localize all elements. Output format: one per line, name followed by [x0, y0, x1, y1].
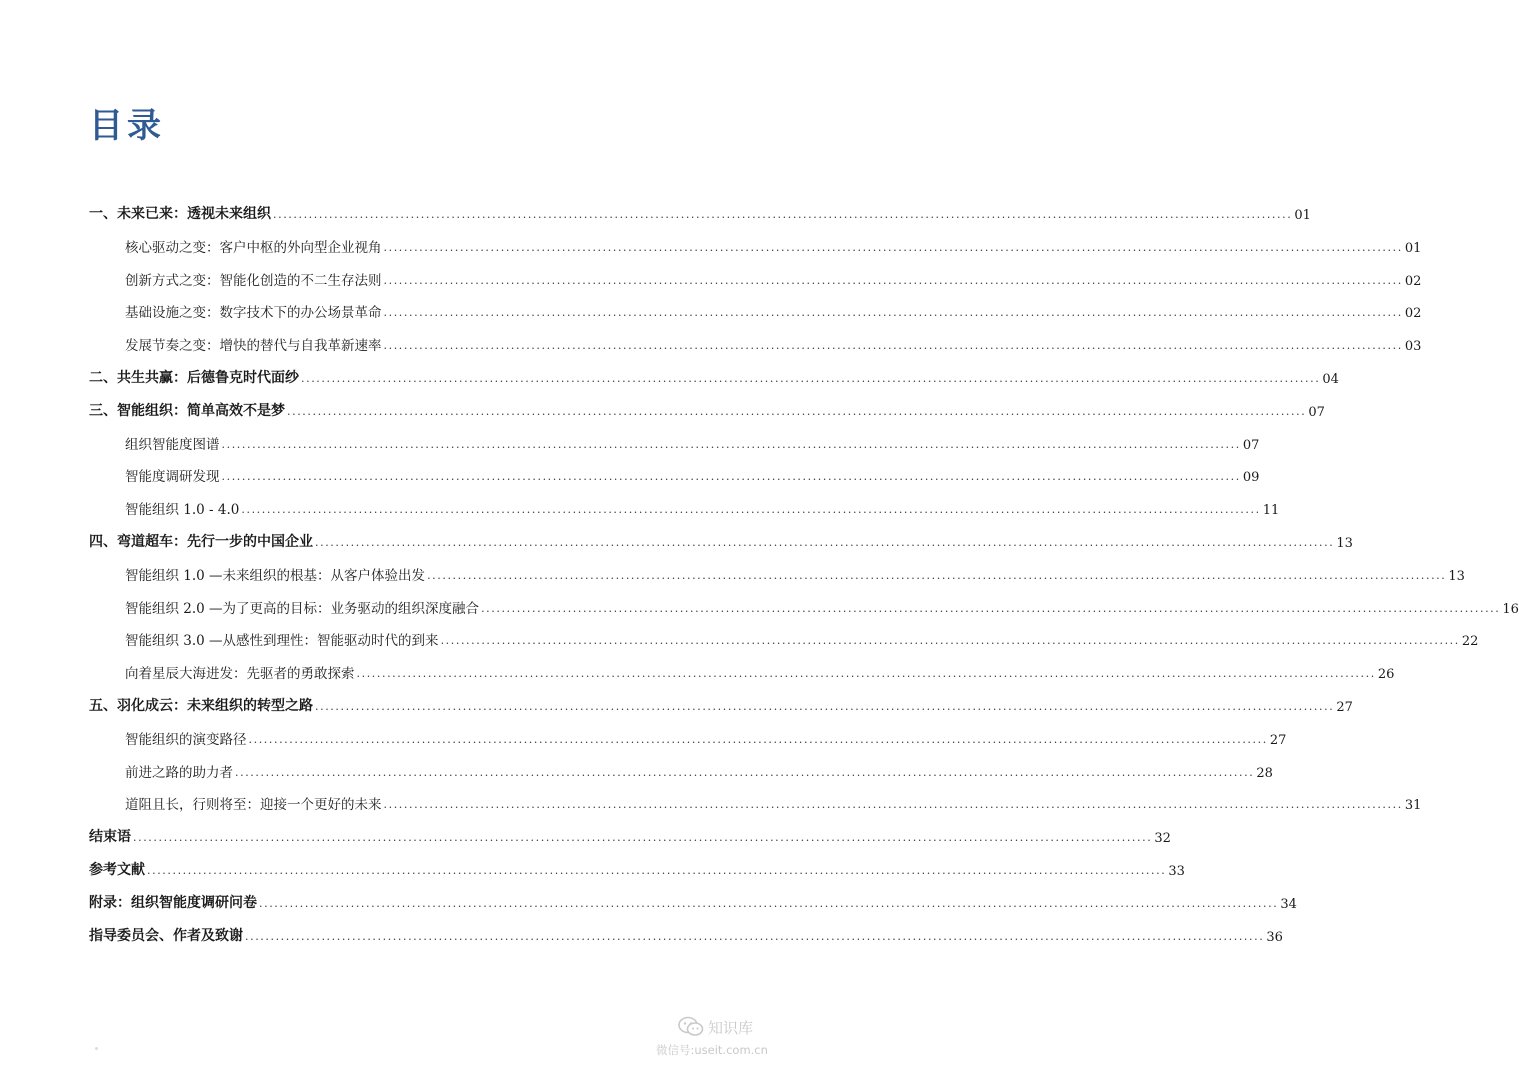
- toc-entry[interactable]: [125, 726, 1287, 748]
- toc-entry-title: 五、羽化成云：未来组织的转型之路: [89, 698, 313, 714]
- toc-entry-page: 02: [1404, 273, 1422, 289]
- toc-entry-page: 16: [1502, 601, 1519, 617]
- toc-entry-title: 智能组织的演变路径: [125, 731, 247, 748]
- toc-entry[interactable]: [89, 398, 1325, 420]
- toc-entry-page: 07: [1242, 437, 1260, 453]
- toc-entry-title: 智能组织 1.0 - 4.0: [125, 502, 240, 519]
- toc-entry-page: 11: [1262, 503, 1280, 519]
- toc-entry-page: 13: [1448, 568, 1465, 584]
- toc-entry-title: 二、共生共赢：后德鲁克时代面纱: [89, 370, 299, 386]
- toc-entry[interactable]: [89, 693, 1353, 715]
- dot-leader: ........................................................................................................................................................................................................: [383, 339, 1403, 353]
- toc-entry[interactable]: [125, 595, 1519, 617]
- toc-entry-title: 指导委员会、作者及致谢: [89, 927, 243, 944]
- toc-entry-title: 核心驱动之变：客户中枢的外向型企业视角: [125, 239, 382, 256]
- toc-entry-page: 04: [1322, 372, 1339, 387]
- toc-entry-title: 创新方式之变：智能化创造的不二生存法则: [125, 272, 382, 289]
- toc-entry-title: 基础设施之变：数字技术下的办公场景革命: [125, 305, 382, 322]
- dot-leader: ........................................................................................................................................................................................................: [241, 503, 1261, 517]
- dot-leader: ........................................................................................................................................................................................................: [440, 634, 1460, 648]
- dot-leader: ........................................................................................................................................................................................................: [259, 896, 1279, 910]
- toc-entry-page: 27: [1336, 700, 1353, 715]
- toc-entry[interactable]: [89, 923, 1283, 945]
- toc-entry[interactable]: [125, 562, 1465, 584]
- toc-entry-title: 四、弯道超车：先行一步的中国企业: [89, 534, 313, 550]
- toc-entry-page: 32: [1154, 831, 1171, 847]
- toc-entry-page: 13: [1336, 536, 1353, 551]
- toc-entry[interactable]: [125, 660, 1395, 683]
- page-title: 目录: [89, 106, 165, 146]
- toc-entry-page: 09: [1242, 470, 1260, 486]
- toc-entry[interactable]: [125, 299, 1422, 322]
- toc-entry[interactable]: [89, 201, 1311, 223]
- dot-leader: ........................................................................................................................................................................................................: [383, 273, 1403, 287]
- toc-entry[interactable]: [125, 234, 1422, 256]
- toc-entry-page: 34: [1280, 896, 1297, 912]
- dot-leader: ........................................................................................................................................................................................................: [315, 536, 1335, 549]
- watermark-account: 微信号:useit.com.cn: [656, 1043, 768, 1057]
- dot-leader: ........................................................................................................................................................................................................: [235, 765, 1255, 779]
- toc-entry-title: 附录：组织智能度调研问卷: [89, 894, 257, 911]
- dot-leader: ........................................................................................................................................................................................................: [221, 437, 1241, 451]
- toc-entry-page: 03: [1404, 339, 1422, 355]
- toc-entry[interactable]: [125, 431, 1260, 453]
- toc-entry-page: 27: [1269, 732, 1287, 748]
- toc-entry-title: 三、智能组织：简单高效不是梦: [89, 402, 285, 419]
- toc-entry-title: 向着星辰大海进发：先驱者的勇敢探索: [125, 666, 355, 683]
- toc-entry-title: 智能组织 1.0 —未来组织的根基：从客户体验出发: [125, 567, 426, 584]
- toc-entry-page: 26: [1377, 667, 1395, 683]
- dot-leader: ........................................................................................................................................................................................................: [273, 208, 1293, 221]
- dot-leader: ........................................................................................................................................................................................................: [147, 864, 1167, 877]
- toc-entry[interactable]: [125, 332, 1422, 355]
- dot-leader: ........................................................................................................................................................................................................: [427, 568, 1447, 582]
- dot-leader: ........................................................................................................................................................................................................: [245, 929, 1265, 943]
- toc-entry[interactable]: [125, 267, 1422, 289]
- toc-entry-title: 发展节奏之变：增快的替代与自我革新速率: [125, 338, 382, 355]
- toc-entry[interactable]: [125, 627, 1479, 650]
- toc-entry[interactable]: [125, 463, 1260, 486]
- toc-entry-title: 智能组织 3.0 —从感性到理性：智能驱动时代的到来: [125, 633, 439, 650]
- dot-leader: ........................................................................................................................................................................................................: [383, 306, 1403, 320]
- dot-leader: ........................................................................................................................................................................................................: [356, 667, 1376, 681]
- watermark-name: 知识库: [708, 1019, 754, 1037]
- dot-leader: ........................................................................................................................................................................................................: [287, 404, 1307, 418]
- toc-entry-page: 02: [1404, 306, 1422, 322]
- dot-leader: ........................................................................................................................................................................................................: [133, 831, 1153, 845]
- toc-entry[interactable]: [125, 791, 1422, 814]
- toc-entry-page: 28: [1256, 765, 1273, 781]
- dot-leader: ........................................................................................................................................................................................................: [383, 240, 1403, 254]
- toc-entry-title: 道阻且长，行则将至：迎接一个更好的未来: [125, 797, 382, 814]
- toc-entry[interactable]: [89, 365, 1339, 387]
- toc-entry[interactable]: [125, 496, 1280, 519]
- toc-entry-page: 22: [1461, 634, 1479, 650]
- toc-entry[interactable]: [89, 824, 1171, 847]
- wechat-icon: [678, 1016, 704, 1042]
- toc-entry-page: 01: [1294, 208, 1311, 223]
- toc-entry-title: 结束语: [89, 829, 131, 846]
- toc-entry-title: 参考文献: [89, 862, 145, 878]
- dot-leader: ........................................................................................................................................................................................................: [383, 798, 1403, 812]
- toc-entry[interactable]: [89, 890, 1297, 912]
- speck: [95, 1047, 98, 1050]
- dot-leader: ........................................................................................................................................................................................................: [315, 700, 1335, 713]
- toc-entry-page: 31: [1404, 798, 1422, 814]
- toc-entry-title: 智能度调研发现: [125, 469, 220, 486]
- dot-leader: ........................................................................................................................................................................................................: [481, 601, 1501, 615]
- dot-leader: ........................................................................................................................................................................................................: [221, 470, 1241, 484]
- toc-entry-page: 07: [1308, 404, 1325, 420]
- toc-entry-page: 36: [1266, 929, 1283, 945]
- toc-entry-title: 组织智能度图谱: [125, 436, 220, 453]
- toc-entry-page: 01: [1404, 240, 1422, 256]
- toc-entry[interactable]: [89, 857, 1185, 879]
- watermark: [656, 1012, 766, 1066]
- toc-entry[interactable]: [89, 529, 1353, 551]
- toc-entry-page: 33: [1168, 864, 1185, 879]
- toc-entry-title: 智能组织 2.0 —为了更高的目标：业务驱动的组织深度融合: [125, 600, 480, 617]
- toc-entry[interactable]: [125, 759, 1273, 781]
- dot-leader: ........................................................................................................................................................................................................: [248, 732, 1268, 746]
- toc-entry-title: 一、未来已来：透视未来组织: [89, 206, 271, 222]
- dot-leader: ........................................................................................................................................................................................................: [301, 372, 1321, 385]
- toc-entry-title: 前进之路的助力者: [125, 764, 233, 781]
